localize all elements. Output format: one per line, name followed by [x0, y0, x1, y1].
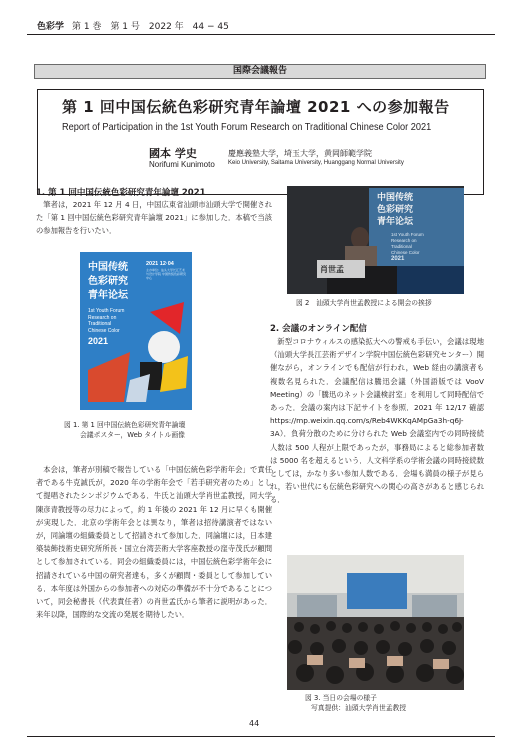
screen-subtitle-line3: Traditional — [391, 244, 412, 249]
section-label: 国際会議報告 — [34, 64, 486, 79]
screen-title-line1: 中国传统 — [377, 193, 414, 203]
section1-body-text: 本会は，筆者が別稿で報告している「中国伝統色彩学術年会」で責任者である牛克誠氏が，2020 年の学術年会で「若手研究者のため」として提唱されたシンポジウムである．牛氏と汕頭大学肖世孟教授，同大学陳彦青教授等の尽力によって，約 1 年後の 2021 年 12 月に早くも開催が実現した．北京の学術年会とは異なり，筆者は招待講演者ではないが，同論壇の組織委員として招請されて参加した．同論壇には，日本建築装飾技術史研究所所長・国立台湾芸術大学客座教授の窪寺茂氏が顧問として参加されている．同会の組織委員には，中国伝統色彩学術年会に招請されている中国の研究者達も，多くが顧問・委員として参加している．本年度は外国からの参加者への対応の準備が不十分であることについて，同会秘書長（代表責任者）の肖世孟氏から筆者に説明があった．来年以降，国際的な交流の発展を期待したい． — [36, 465, 272, 620]
poster-title-line2: 色彩研究 — [88, 276, 128, 287]
poster-subtitle-line3: Traditional — [88, 321, 112, 327]
poster-subtitle-line2: Research on — [88, 314, 117, 321]
conference-poster-image — [80, 252, 192, 410]
screen-subtitle-line2: Research on — [391, 238, 417, 243]
poster-title-line3: 青年论坛 — [88, 290, 128, 301]
journal-name: 色彩学 — [37, 22, 65, 32]
section2-body — [270, 335, 484, 507]
screen-year: 2021 — [391, 256, 405, 262]
opening-speech-photo — [287, 186, 464, 294]
poster-date: 2021 12·04 — [146, 261, 174, 267]
figure3-caption — [305, 693, 406, 713]
figure3-caption-line2: 写真提供：汕頭大学肖世孟教授 — [311, 704, 407, 712]
figure2-caption: 図 2 汕頭大学肖世孟教授による開会の挨拶 — [296, 299, 432, 307]
page-number: 44 — [249, 719, 260, 728]
poster-subtitle-line1: 1st Youth Forum — [88, 308, 125, 314]
speaker-nameplate: 肖世孟 — [320, 265, 344, 274]
author-name-english: Norifumi Kunimoto — [149, 160, 215, 169]
title-english: Report of Participation in the 1st Youth Forum Research on Traditional Chinese Color 2021 — [62, 122, 432, 133]
poster-subtitle-line4: Chinese Color — [88, 327, 120, 334]
poster-color-shapes — [80, 252, 192, 410]
figure3-caption-line1: 図 3. 当日の会場の様子 — [305, 694, 377, 702]
poster-title-line1: 中国传统 — [88, 262, 128, 273]
figure1-caption-line2: 会議ポスター，Web タイトル画像 — [80, 431, 185, 439]
opening-speech-scene — [287, 186, 464, 294]
screen-subtitle-line4: Chinese Color — [391, 250, 420, 255]
figure1-caption-line1: 図 1. 第 1 回中国伝統色彩研究青年論壇 — [64, 421, 186, 429]
header-rule — [27, 34, 495, 35]
poster-small-text: 主办单位：汕头大学长江艺术与设计学院 中国传统色彩研究中心 — [146, 268, 186, 280]
section1-heading: 1. 第 1 回中国伝統色彩研究青年論壇 2021 — [36, 188, 206, 198]
section1-body — [36, 463, 272, 621]
figure1-caption — [64, 420, 254, 440]
section2-body-text: 新型コロナウィルスの感染拡大への警戒も手伝い，会議は現地（汕頭大学長江芸術デザイン学院中国伝統色彩研究センター）開催ながら，オンラインでも配信が行われ，Web 経由の講演者も複数名見られた．会議配信は騰迅会議（外国語版では VooV Meeting）の「騰迅のネット会議検討室」を利用して同時配信であった．会議の案内は下記サイトを参照．2021 年 12/17 確認 https://mp.weixin.qq.com/s/Reb4WKKqAMpGa3h-q6J-3A）．負荷分散のために分けられた Web 会議室内での同時接続人数は 500 人程が上限であったが，事務局によると総参加者数は 5000 名を超えるという．人文科学系の学術会議の同時接続数としては，かなり多い参加人数である．会場も満員の様子が見られ，若い世代にも伝統色彩研究への関心の高さがあると感じられる． — [270, 337, 484, 505]
venue-audience-scene — [287, 555, 464, 690]
screen-title-line3: 青年论坛 — [377, 217, 414, 227]
title-japanese: 第 1 回中国伝統色彩研究青年論壇 2021 への参加報告 — [62, 98, 450, 116]
author-name-japanese: 國本 学史 — [149, 147, 197, 160]
screen-subtitle-line1: 1st Youth Forum — [391, 232, 424, 237]
section1-intro — [36, 198, 272, 238]
section1-intro-text: 筆者は，2021 年 12 月 4 日，中国広東省汕頭市汕頭大学で開催された「第 1 回中国伝統色彩研究青年論壇 2021」に参加した．本稿で当該の参加報告を行いたい． — [36, 200, 272, 236]
issue-info: 第 1 巻 第 1 号 2022 年 44 − 45 — [72, 22, 229, 32]
poster-year: 2021 — [88, 336, 109, 346]
affiliation-english: Keio University, Saitama University, Huanggang Normal University — [228, 160, 404, 166]
screen-title-line2: 色彩研究 — [377, 205, 414, 215]
affiliation-japanese: 慶應義塾大学，埼玉大学，黄岡師範学院 — [228, 149, 372, 158]
section2-heading: 2. 会議のオンライン配信 — [270, 324, 367, 334]
footer-rule — [27, 736, 495, 737]
venue-photo — [287, 555, 464, 690]
